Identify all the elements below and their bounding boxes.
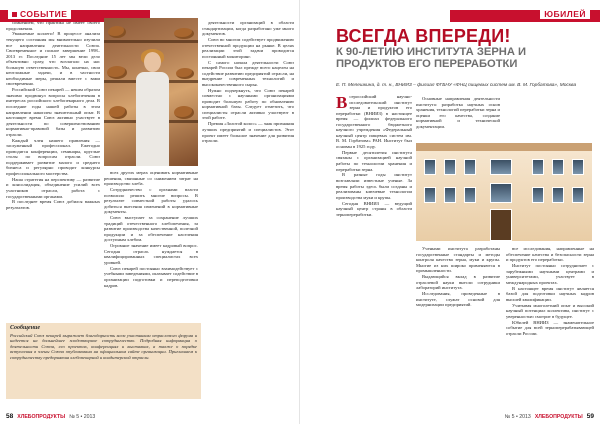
page-number: 59 (586, 413, 594, 420)
building-window (490, 183, 512, 203)
baker-figure (134, 52, 170, 166)
building-window (572, 159, 584, 175)
text-column-1: В сероссийский научно-исследовательский институт зерна и продуктов его переработки (ВНИИЗ) в настоящее время — филиал федерального государственного бюджетного научного учреждения «Федеральный научный центр пищевых систем им. В. М. Горбатова» РАН. Институт был основан в 1925 году. Первые десятилетия института связаны с организацией научной работы по технологии хранения и переработки зерна. В разные годы институт возглавляли известные ученые. За время работы здесь были созданы и реализованы ключевые технологии производства муки и крупы. Сегодня ВНИИЗ — ведущий научный центр страны в области зернопереработки. (336, 94, 412, 217)
drop-cap: В (336, 94, 348, 112)
sidebar-text: Российский Союз пекарей выражает благодарность всем участникам отраслевого форума и надеется на дальнейшее плодотворное сотрудничество. Подробная информация о деятельности Союза, его проектах, конференциях и выставках, а также о порядке вступления в члены Союза опубликована на официальном сайте организации. Приглашаем к сотрудничеству предприятия хлебопекарной и кондитерской отрасли. (10, 332, 197, 360)
section-rubric: ЮБИЛЕЙ (540, 9, 590, 19)
article-headline: ВСЕГДА ВПЕРЕДИ! (336, 26, 511, 46)
bread-loaf (174, 106, 194, 119)
article-deck: К 90-ЛЕТИЮ ИНСТИТУТА ЗЕРНА И ПРОДУКТОВ ЕГО ПЕРЕРАБОТКИ (336, 46, 527, 71)
section-rubric: СОБЫТИЕ (8, 9, 71, 19)
page-folio (6, 413, 95, 420)
bread-loaf (109, 106, 127, 119)
text-column-2-top: Основные направления деятельности института: разработка научных основ хранения, технологий переработки зерна и оценки его качества, создание нормативной и технической документации. (416, 96, 500, 129)
message-sidebar (6, 323, 201, 399)
building-window (532, 159, 544, 175)
building-window (444, 187, 456, 203)
magazine-name: ХЛЕБОПРОДУКТЫ (17, 413, 66, 420)
text-column-1: сомнением, что практика не имеет своего продолжения. Уважаемые коллеги! В процессе анализа текущего состояния мы внимательно изучили все направления деятельности Союза. Своевременное и полное завершение 1998–2013 гг. Последние 15 лет мы вели дело объективно сразу, что возлагало на нас большую ответственность. Мы, конечно, свои неотложные задачи, и в частности необходимые меры, решали вместе с вами своевременно. Российский Союз пекарей — неким образом значимо продвинул вопросы хлебопечения в интересах российского хлебопекарного дела. В последние годы нашей работы в этом направлении накоплен значительный опыт. В настоящее время Союз активно участвует в деятельности по совершенствованию нормативно-правовой базы и развитию отрасли. Каждый член нашего правления — заслуженный профессионал. Ежегодно проводятся конференции, семинары, круглые столы по вопросам отрасли. Союз поддерживает развитие малого и среднего бизнеса и регулярно проводит конкурсы профессионального мастерства. Наша стратегия на перспективу — развитие и консолидация, объединение усилий всех участников отрасли, работа с государственными органами. В последнее время Союз добился важных результатов. (6, 20, 100, 210)
page-number: 58 (6, 413, 14, 420)
photo-shelf (104, 40, 198, 43)
rubric-square-icon (12, 12, 17, 17)
baker-photo (104, 18, 198, 166)
bread-loaf (107, 66, 127, 79)
magazine-name: ХЛЕБОПРОДУКТЫ (534, 413, 583, 420)
bread-loaf (108, 26, 126, 38)
text-column-3: деятельности организаций в области стандартизации, когда разработано уже много документов. Союз во многом содействует продвижению отечественной продукции на рынке. В целях реализации этой задачи проводится постоянный мониторинг. С самого начала деятельности Союз пекарей России был прежде всего нацелен на содействие развитию предприятий отрасли, на внедрение современных технологий и высококачественного сырья. Нужно подчеркнуть, что Союз пекарей совместно с научными организациями проводит большую работу по обновлению нормативной базы. Следует отметить, что специалисты отрасли активно участвуют в этой работе. Премия «Золотой колос» — знак признания лучших предприятий и специалистов. Этот проект имеет большое значение для развития отрасли. (202, 20, 294, 144)
building-window (424, 187, 436, 203)
bread-loaf (176, 68, 194, 79)
building-door (490, 209, 512, 241)
text-column-2: всех других мерах оценивать нормативные решения, связанные со снижением затрат на производство хлеба. Сотрудничество с органами власти позволило решить многие вопросы. В результате совместной работы удалось добиться внесения изменений в нормативные документы. Союз выступает за сохранение лучших традиций отечественного хлебопечения, за развитие производства качественной, полезной продукции и за обеспечение населения доступным хлебом. Огромное значение имеет кадровый вопрос. Сегодня отрасль нуждается в квалифицированных специалистах всех уровней. Союз пекарей постоянно взаимодействует с учебными заведениями, оказывает содействие в организации подготовки и переподготовки кадров. (104, 170, 198, 288)
building-window (490, 159, 512, 175)
issue-number: № 5 • 2013 (69, 413, 96, 420)
building-window (552, 159, 564, 175)
article-byline: Е. П. Мелешкина, д. т. н., ВНИИЗ – филиал ФГБНУ «ФНЦ пищевых систем им. В. М. Горбатова», Москва (336, 83, 577, 88)
bread-loaf (174, 28, 194, 39)
building-window (572, 187, 584, 203)
issue-number: № 5 • 2013 (504, 413, 531, 420)
right-page (300, 0, 600, 424)
text-column-2: Учеными института разработаны государственные стандарты и методы контроля качества зерна, муки и крупы. Многие из них широко применяются в промышленности. Выдающийся вклад в развитие отраслевой науки внесли сотрудники лабораторий института. Исследования, проведенные в институте, служат основой для модернизации предприятий. (416, 246, 500, 308)
building-window (532, 187, 544, 203)
building-window (444, 159, 456, 175)
page-folio (505, 413, 594, 420)
building-window (464, 159, 476, 175)
text-column-3: все исследования, направленные на обеспечение качества и безопасности зерна и продуктов его переработки. Институт постоянно сотрудничает с зарубежными научными центрами и университетами, участвует в международных проектах. В настоящее время институт является базой для подготовки научных кадров высшей квалификации. Учитывая многолетний опыт и высокий научный потенциал коллектива, институт с уверенностью смотрит в будущее. Юбилей ВНИИЗ — знаменательное событие для всей зерноперерабатывающей отрасли России. (506, 246, 594, 336)
building-window (424, 159, 436, 175)
building-window (464, 187, 476, 203)
sidebar-title: Сообщение (10, 325, 41, 331)
building-window (552, 187, 564, 203)
institute-building-photo (416, 143, 592, 241)
